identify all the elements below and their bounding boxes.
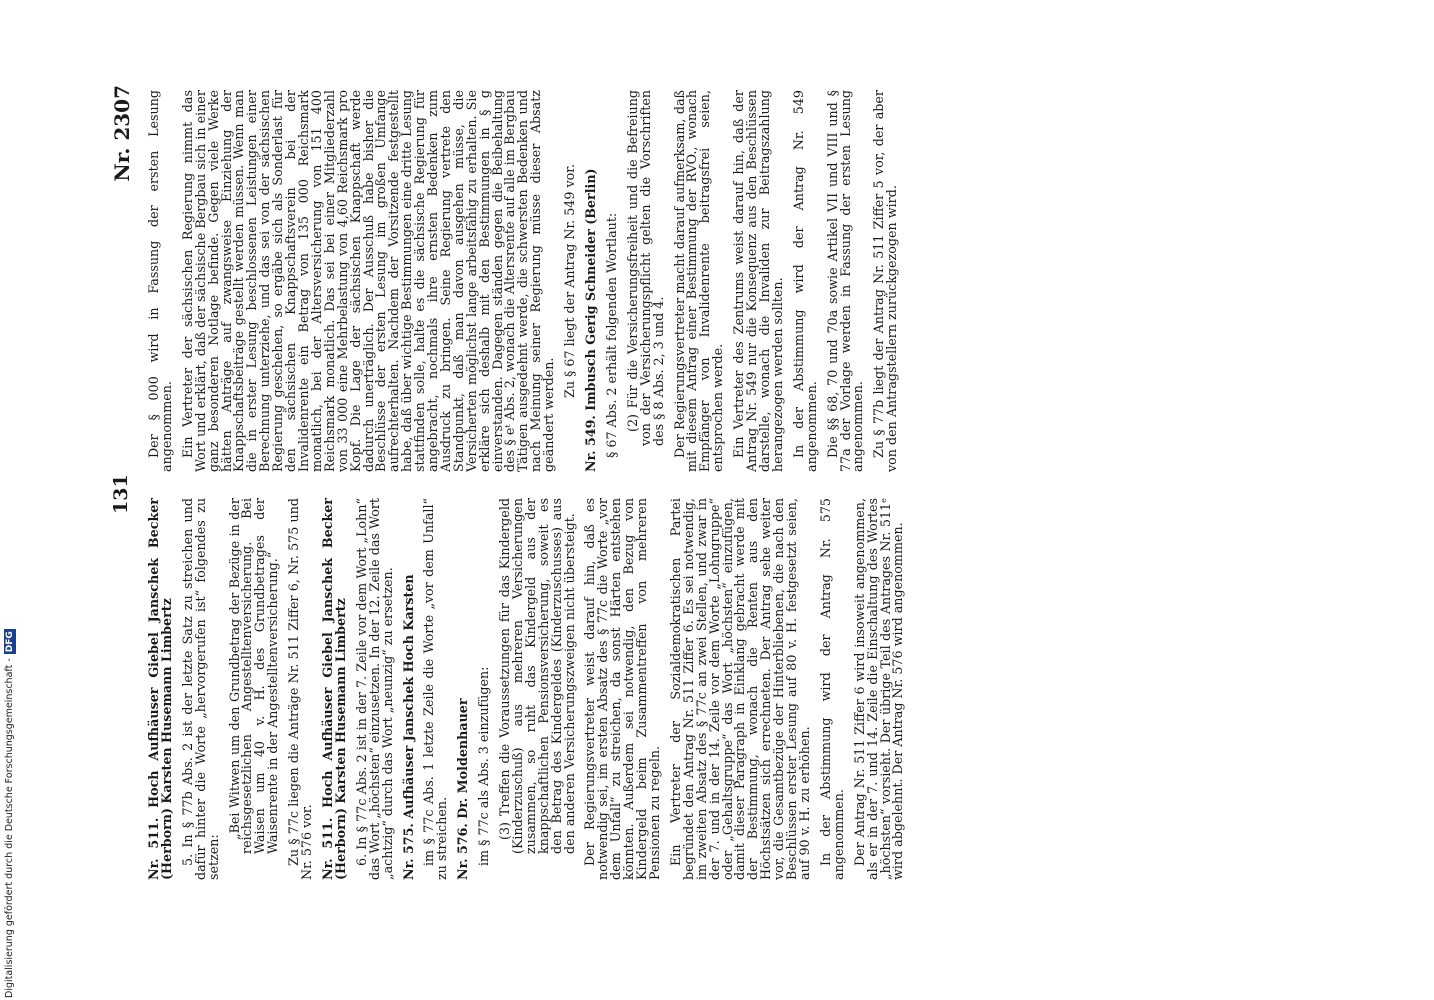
footer-text: Digitalisierung gefördert durch die Deutsche Forschungsgemeinschaft - bbox=[4, 658, 15, 998]
paragraph: Ein Vertreter der sächsischen Regierung nimmt das Wort und erklärt, daß der sächsische Bergbau sich in einer ganz besonderen Notlage befinde. Gegen viele Werke hätten Anträge auf zwangsweise Einziehung der Knappschaftsbeiträge gestellt werden müssen. Wenn man die in erster Lesung beschlossenen Leistungen einer Berechnung unterziehe, und das sei von der sächsischen Regierung geschehen, so ergäbe sich als Sonderlast für den sächsischen Knappschaftsverein bei der Invalidenrente ein Betrag von 135 000 Reichsmark monatlich, bei der Altersversicherung von 151 400 Reichsmark monatlich. Das sei bei einer Mitgliederzahl von 33 000 eine Mehrbelastung von 4,60 Reichsmark pro Kopf. Die Lage der sächsischen Knappschaft werde dadurch unerträglich. Der Ausschuß habe bisher die Beschlüsse der ersten Lesung im großen Umfange aufrechterhalten. Nachdem der Vorsitzende festgestellt habe, daß über wichtige Bestimmungen eine dritte Lesung stattfinden solle, halte es die sächsische Regierung für angebracht, nochmals ihre ernsten Bedenken zum Ausdruck zu bringen. Seine Regierung vertrete den Standpunkt, daß man davon ausgehen müsse, die Versicherten möglichst lange arbeitsfähig zu erhalten. Sie erkläre sich deshalb mit den Bestimmungen in § g einverstanden. Dagegen ständen gegen die Beibehaltung des § eᵗ Abs. 2, wonach die Altersrente auf alle im Bergbau Tätigen ausgedehnt werde, die schwersten Bedenken und nach Meinung seiner Regierung müsse dieser Absatz geändert werden. bbox=[179, 90, 557, 472]
paragraph: 5. In § 77b Abs. 2 ist der letzte Satz zu streichen und dafür hinter die Worte „hervorgerufen ist“ folgendes zu setzen: bbox=[179, 498, 221, 880]
quoted-text: (3) Treffen die Voraussetzungen für das Kindergeld (Kinderzuschuß) aus mehreren Versicherungen zusammen, so ruht das Kindergeld aus der knappschaftlichen Pensionsversicherung, soweit es den Betrag des Kindergeldes (Kinderzuschusses) aus den anderen Versicherungszweigen nicht übersteigt. bbox=[497, 498, 577, 854]
right-column bbox=[148, 90, 907, 472]
document-page bbox=[110, 85, 1330, 880]
footer-line bbox=[2, 0, 18, 998]
paragraph: im § 77c Abs. 1 letzte Zeile die Worte „vor dem Unfall“ zu streichen. bbox=[421, 498, 450, 880]
paragraph: Ein Vertreter des Zentrums weist darauf hin, daß der Antrag Nr. 549 nur die Konsequenz aus den Beschlüssen darstelle, wonach die Invaliden zur Beitragszahlung herangezogen werden sollten. bbox=[731, 90, 785, 472]
paragraph: 6. In § 77c Abs. 2 ist in der 7. Zeile vor dem Wort „Lohn“ das Wort „höchsten“ einzusetzen. In der 12. Zeile das Wort „achtzig“ durch das Wort „neunzig“ zu ersetzen. bbox=[353, 498, 395, 880]
paragraph: Der § 000 wird in Fassung der ersten Lesung angenommen. bbox=[146, 90, 174, 472]
quoted-text: „Bei Witwen um den Grundbetrag der Bezüge in der reichsgesetzlichen Angestelltenversicherung. Bei Waisen um 40 v. H. des Grundbetrages der Waisenrente in der Angestelltenversicherung.“ bbox=[226, 498, 281, 854]
quoted-text: (2) Für die Versicherungsfreiheit und die Befreiung von der Versicherungspflicht gelten die Vorschriften des § 8 Abs. 2, 3 und 4. bbox=[624, 90, 666, 446]
motion-heading: Nr. 549. Imbusch Gerig Schneider (Berlin) bbox=[583, 168, 598, 472]
paragraph: Zu § 77b liegt der Antrag Nr. 511 Ziffer 5 vor, der aber von den Antragstellern zurückgezogen wird. bbox=[871, 90, 900, 472]
motion-heading: Nr. 576. Dr. Moldenhauer bbox=[455, 698, 471, 880]
left-column bbox=[148, 498, 913, 880]
dfg-logo: DFG bbox=[5, 631, 15, 653]
paragraph: Zu § 77c liegen die Anträge Nr. 511 Ziffer 6, Nr. 575 und Nr. 576 vor. bbox=[286, 498, 315, 880]
paragraph: In der Abstimmung wird der Antrag Nr. 575 angenommen. bbox=[817, 498, 846, 880]
motion-heading: Nr. 511. Hoch Aufhäuser Giebel Janschek Becker (Herborn) Karsten Husemann Limbertz bbox=[319, 498, 348, 880]
document-number: Nr. 2307 bbox=[110, 85, 134, 182]
paragraph: im § 77c als Abs. 3 einzufügen: bbox=[476, 666, 492, 866]
paragraph: Zu § 67 liegt der Antrag Nr. 549 vor. bbox=[562, 164, 578, 398]
page-number: 131 bbox=[110, 474, 132, 514]
paragraph: Der Regierungsvertreter weist darauf hin, daß es notwendig sei, im ersten Absatz des § 77c die Worte „vor dem Unfall“ zu streichen, da sonst Härten entstehen könnten. Außerdem sei notwendig, den Bezug von Kindergeld beim Zusammentreffen von mehreren Pensionen zu regeln. bbox=[582, 498, 662, 880]
motion-heading: Nr. 575. Aufhäuser Janschek Hoch Karsten bbox=[400, 574, 416, 880]
paragraph: Die §§ 68, 70 und 70a sowie Artikel VII und VIII und § 77a der Vorlage werden in Fassung der ersten Lesung angenommen. bbox=[824, 90, 866, 472]
paragraph: In der Abstimmung wird der Antrag Nr. 549 angenommen. bbox=[790, 90, 819, 472]
digitization-footer bbox=[2, 0, 18, 1000]
paragraph: Der Antrag Nr. 511 Ziffer 6 wird insoweit angenommen, als er in der 7. und 14. Zeile die Einschaltung des Wortes „höchsten“ vorsieht. Der übrige Teil des Antrages Nr. 511ᵉ wird abgelehnt. Der Antrag Nr. 576 wird angenommen. bbox=[851, 498, 906, 880]
paragraph: § 67 Abs. 2 erhält folgenden Wortlaut: bbox=[603, 212, 619, 458]
motion-heading: Nr. 511. Hoch Aufhäuser Giebel Janschek Becker (Herborn) Karsten Husemann Limbertz bbox=[146, 498, 174, 880]
paragraph: Der Regierungsvertreter macht darauf aufmerksam, daß mit diesem Antrag einer Bestimmung der RVO., wonach Empfänger von Invalidenrente beitragsfrei seien, entsprochen werde. bbox=[671, 90, 726, 472]
page-header bbox=[110, 85, 144, 880]
paragraph: Ein Vertreter der Sozialdemokratischen Partei begründet den Antrag Nr. 511 Ziffer 6. Es sei notwendig, im zweiten Absatz des § 77c an zwei Stellen, und zwar in der 7. und in der 14. Zeile vor dem Worte „Lohngruppe“ oder „Gehaltsgruppe“ das Wort „höchsten“ einzufügen, damit dieser Paragraph in Einklang gebracht werde mit der Bestimmung, wonach die Renten aus den Höchstsätzen sich errechneten. Der Antrag sehe weiter vor, die Gesamtbezüge der Hinterbliebenen, die nach den Beschlüssen erster Lesung auf 80 v. H. festgesetzt seien, auf 90 v. H. zu erhöhen. bbox=[667, 498, 812, 880]
